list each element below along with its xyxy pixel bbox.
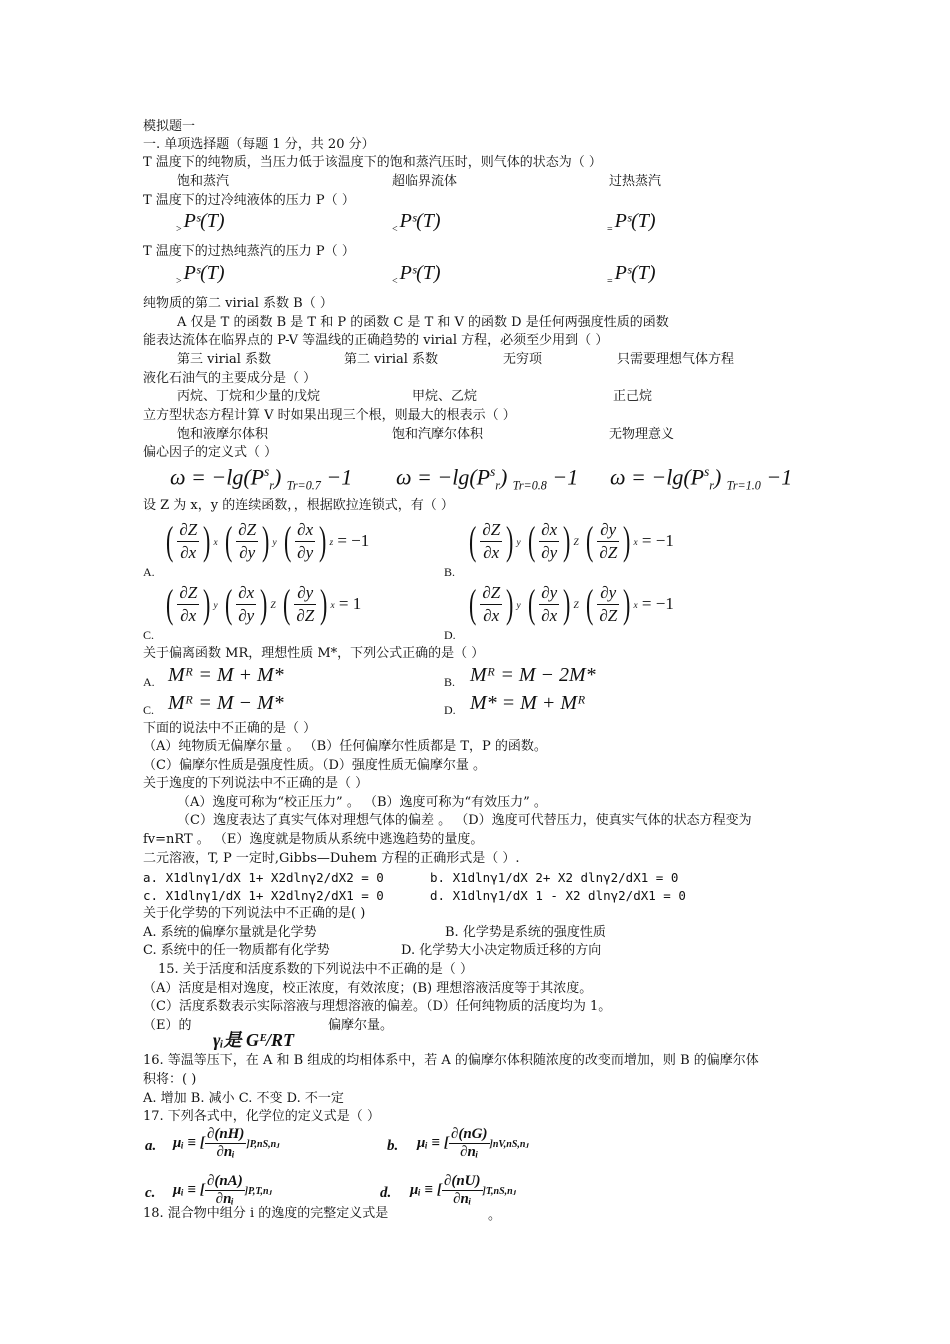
q15-line-3b: 偏摩尔量。	[328, 1018, 394, 1033]
q9-option-d: ( $\frac{\partial Z}{\partial x}$ ) y ( $\frac{\partial y}{\partial x}$ ) Z ( $\frac{\partial y}{\partial Z}$ ) x = −1	[468, 581, 674, 626]
q18-tail: 。	[488, 1208, 502, 1223]
q16-options: A. 增加 B. 减小 C. 不变 D. 不一定	[143, 1091, 344, 1106]
section-heading: 一. 单项选择题（每题 1 分，共 20 分）	[143, 137, 375, 152]
q14-option-c: C. 系统中的任一物质都有化学势	[143, 943, 330, 958]
q15-line-1: （A）活度是相对逸度，校正浓度，有效浓度；(B) 理想溶液活度等于其浓度。	[143, 981, 593, 996]
q8-option-a: $\omega = -\lg(P^s_r)$ $_{Tr=0.7}$ −1	[170, 464, 353, 493]
q14-option-b: B. 化学势是系统的强度性质	[445, 925, 606, 940]
q13-option-a: a. X1dlnγ1/dX 1+ X2dlnγ2/dX2 = 0	[143, 870, 384, 885]
q9-option-c: ( $\frac{\partial Z}{\partial x}$ ) y ( $\frac{\partial x}{\partial y}$ ) Z ( $\frac{\partial y}{\partial Z}$ ) x = 1	[165, 581, 362, 626]
q2-option-a: $_>$ Pˢ(T)	[176, 210, 225, 235]
q7-option-b: 饱和汽摩尔体积	[392, 427, 484, 442]
q15-text: 15. 关于活度和活度系数的下列说法中不正确的是（ ）	[158, 962, 473, 977]
q3-text: T 温度下的过热纯蒸汽的压力 P（ ）	[143, 244, 355, 259]
q11-line-1: （A）纯物质无偏摩尔量 。 （B）任何偏摩尔性质都是 T，P 的函数。	[143, 739, 547, 754]
q13-text: 二元溶液，T, P 一定时,Gibbs—Duhem 方程的正确形式是（ ）.	[143, 851, 520, 866]
q8-option-b: $\omega = -\lg(P^s_r)$ $_{Tr=0.8}$ −1	[396, 464, 579, 493]
q3-option-b: $_<$ Pˢ(T)	[392, 262, 441, 287]
q15-formula: γᵢ是 Gᴱ/RT	[213, 1030, 294, 1050]
q11-line-2: （C）偏摩尔性质是强度性质。（D）强度性质无偏摩尔量 。	[143, 758, 487, 773]
q7-option-c: 无物理意义	[609, 427, 675, 442]
q5-option-b: 第二 virial 系数	[344, 352, 439, 367]
q10-label-a: A.	[143, 675, 155, 689]
q10-label-b: B.	[444, 675, 456, 689]
q7-text: 立方型状态方程计算 V 时如果出现三个根，则最大的根表示（ ）	[143, 408, 516, 423]
q17-option-b: μᵢ ≡ [ $\frac{\partial(nG)}{\text{∂nᵢ}}$ ]nV,nS,nⱼ	[417, 1126, 529, 1160]
q10-option-c: Mᴿ = M − M*	[168, 692, 284, 714]
q2-text: T 温度下的过冷纯液体的压力 P（ ）	[143, 193, 355, 208]
q17-label-c: c.	[145, 1185, 156, 1201]
q9-text: 设 Z 为 x，y 的连续函数，，根据欧拉连锁式，有（ ）	[143, 498, 454, 513]
q8-option-c: $\omega = -\lg(P^s_r)$ $_{Tr=1.0}$ −1	[610, 464, 793, 493]
q6-option-c: 正己烷	[613, 389, 653, 404]
q11-text: 下面的说法中不正确的是（ ）	[143, 721, 317, 736]
doc-title: 模拟题一	[143, 119, 196, 134]
q7-option-a: 饱和液摩尔体积	[177, 427, 269, 442]
q9-label-b: B.	[444, 565, 456, 579]
q5-option-c: 无穷项	[503, 352, 543, 367]
q9-label-d: D.	[444, 628, 456, 642]
q3-option-c: $_=$ Pˢ(T)	[607, 262, 656, 287]
q10-label-d: D.	[444, 703, 456, 717]
q15-line-3a: （E）的	[143, 1018, 192, 1033]
q3-option-a: $_>$ Pˢ(T)	[176, 262, 225, 287]
q10-option-b: Mᴿ = M − 2M*	[470, 664, 596, 686]
q5-option-a: 第三 virial 系数	[177, 352, 272, 367]
q4-text: 纯物质的第二 virial 系数 B（ ）	[143, 296, 333, 311]
q12-text: 关于逸度的下列说法中不正确的是（ ）	[143, 776, 369, 791]
q17-option-a: μᵢ ≡ [ $\frac{\partial(nH)}{\text{∂nᵢ}}$ ]P,nS,nⱼ	[173, 1126, 280, 1160]
q17-text: 17. 下列各式中，化学位的定义式是（ ）	[143, 1109, 380, 1124]
q9-option-b: ( $\frac{\partial Z}{\partial x}$ ) y ( $\frac{\partial x}{\partial y}$ ) Z ( $\frac{\partial y}{\partial Z}$ ) x = −1	[468, 518, 674, 563]
q14-text: 关于化学势的下列说法中不正确的是( )	[143, 906, 366, 921]
q1-text: T 温度下的纯物质，当压力低于该温度下的饱和蒸汽压时，则气体的状态为（ ）	[143, 155, 602, 170]
q2-option-c: $_=$ Pˢ(T)	[607, 210, 656, 235]
q16-text: 16. 等温等压下，在 A 和 B 组成的均相体系中，若 A 的偏摩尔体积随浓度的改变而增加，则 B 的偏摩尔体	[143, 1053, 759, 1068]
q14-option-a: A. 系统的偏摩尔量就是化学势	[143, 925, 317, 940]
q12-line-3: fv=nRT 。 （E）逸度就是物质从系统中逃逸趋势的量度。	[143, 832, 484, 847]
q10-option-d: M* = M + Mᴿ	[470, 692, 586, 714]
q10-label-c: C.	[143, 703, 155, 717]
q9-label-a: A.	[143, 565, 155, 579]
q17-label-b: b.	[387, 1138, 399, 1154]
q16-text-2: 积将：( )	[143, 1072, 197, 1087]
q9-label-c: C.	[143, 628, 155, 642]
q6-option-a: 丙烷、丁烷和少量的戊烷	[177, 389, 321, 404]
q6-option-b: 甲烷、乙烷	[412, 389, 478, 404]
q10-text: 关于偏离函数 MR，理想性质 M*，下列公式正确的是（ ）	[143, 646, 485, 661]
q5-text: 能表达流体在临界点的 P-V 等温线的正确趋势的 virial 方程，必须至少用到（ ）	[143, 333, 609, 348]
q17-option-d: μᵢ ≡ [ $\frac{\partial(nU)}{\text{∂nᵢ}}$ ]T,nS,nⱼ	[410, 1173, 516, 1207]
q12-line-1: （A）逸度可称为“校正压力” 。 （B）逸度可称为“有效压力” 。	[177, 795, 547, 810]
q4-options: A 仅是 T 的函数 B 是 T 和 P 的函数 C 是 T 和 V 的函数 D 是任何两强度性质的函数	[177, 315, 669, 330]
q12-line-2: （C）逸度表达了真实气体对理想气体的偏差 。 （D）逸度可代替压力，使真实气体的状态方程变为	[177, 813, 752, 828]
q1-option-a: 饱和蒸汽	[177, 174, 230, 189]
q18-text: 18. 混合物中组分 i 的逸度的完整定义式是	[143, 1206, 389, 1221]
q2-option-b: $_<$ Pˢ(T)	[392, 210, 441, 235]
q1-option-b: 超临界流体	[392, 174, 458, 189]
q17-label-d: d.	[380, 1185, 392, 1201]
q13-option-c: c. X1dlnγ1/dX 1+ X2dlnγ2/dX1 = 0	[143, 888, 384, 903]
q17-option-c: μᵢ ≡ [ $\frac{\partial(nA)}{\text{∂nᵢ}}$ ]P,T,nⱼ	[173, 1173, 272, 1207]
q5-option-d: 只需要理想气体方程	[617, 352, 735, 367]
q8-text: 偏心因子的定义式（ ）	[143, 445, 278, 460]
q15-line-2: （C）活度系数表示实际溶液与理想溶液的偏差。（D）任何纯物质的活度均为 1。	[143, 999, 612, 1014]
q13-option-d: d. X1dlnγ1/dX 1 - X2 dlnγ2/dX1 = 0	[430, 888, 686, 903]
q1-option-c: 过热蒸汽	[609, 174, 662, 189]
q9-option-a: ( $\frac{\partial Z}{\partial x}$ ) x ( $\frac{\partial Z}{\partial y}$ ) y ( $\frac{\partial x}{\partial y}$ ) z = −1	[165, 518, 370, 563]
q13-option-b: b. X1dlnγ1/dX 2+ X2 dlnγ2/dX1 = 0	[430, 870, 679, 885]
q6-text: 液化石油气的主要成分是（ ）	[143, 371, 317, 386]
q10-option-a: Mᴿ = M + M*	[168, 664, 284, 686]
q17-label-a: a.	[145, 1138, 157, 1154]
q14-option-d: D. 化学势大小决定物质迁移的方向	[401, 943, 602, 958]
